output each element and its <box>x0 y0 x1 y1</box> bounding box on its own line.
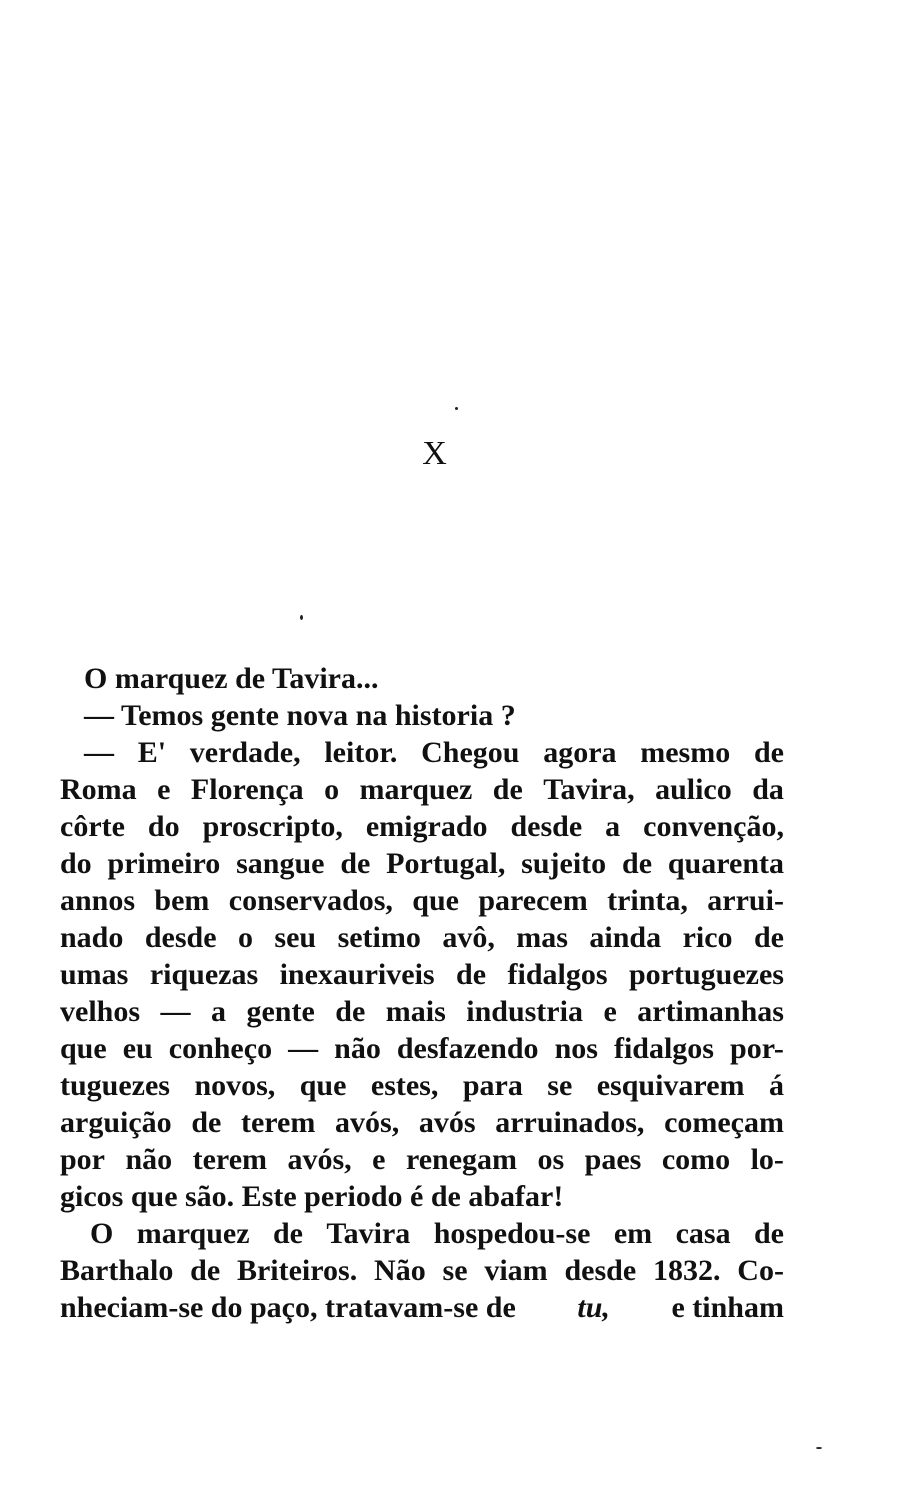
word: velhos <box>60 995 141 1028</box>
word: sangue <box>236 847 325 880</box>
print-speck <box>816 1447 822 1449</box>
word: o <box>237 921 253 954</box>
word: seu <box>274 921 317 954</box>
word: Briteiros. <box>236 1254 358 1287</box>
word: o <box>324 773 340 806</box>
word: lo- <box>750 1143 784 1176</box>
text-line: — Temos gente nova na historia ? <box>84 699 516 732</box>
word: tuguezes <box>60 1069 170 1102</box>
word: terem <box>192 1143 268 1176</box>
text-line <box>60 734 784 771</box>
word: quarenta <box>667 847 784 880</box>
word: emigrado <box>365 810 488 843</box>
text-fragment: nheciam-se do paço, tratavam-se de <box>60 1291 516 1324</box>
word: convenção, <box>643 810 784 843</box>
word: avós <box>418 1106 476 1139</box>
word: desde <box>564 1254 637 1287</box>
word: para <box>462 1069 523 1102</box>
word: desfazendo <box>396 1032 539 1065</box>
text-line <box>60 1067 784 1104</box>
word: parecem <box>478 884 588 917</box>
word: Florença <box>190 773 304 806</box>
word: de <box>190 1254 221 1287</box>
word: Portugal, <box>386 847 506 880</box>
word: de <box>340 847 371 880</box>
word: os <box>537 1143 565 1176</box>
word: marquez <box>136 1217 250 1250</box>
word: mais <box>385 995 446 1028</box>
text-line-final <box>60 1289 784 1326</box>
word: por- <box>730 1032 784 1065</box>
word: desde <box>144 921 217 954</box>
word: — <box>288 1032 319 1065</box>
word: a <box>210 995 226 1028</box>
word: riquezas <box>149 958 259 991</box>
text-line <box>60 882 784 919</box>
word: do <box>147 810 180 843</box>
word: industria <box>466 995 583 1028</box>
word: marquez <box>359 773 473 806</box>
text-line <box>60 919 784 956</box>
word: aulico <box>655 773 732 806</box>
word: como <box>661 1143 731 1176</box>
word: — <box>84 736 114 769</box>
body-text <box>60 660 784 1326</box>
word: Não <box>374 1254 426 1287</box>
word: avós, <box>287 1143 352 1176</box>
word: E' <box>137 736 167 769</box>
word: artimanhas <box>637 995 784 1028</box>
word: de <box>335 995 366 1028</box>
word: começam <box>664 1106 784 1139</box>
word: novos, <box>194 1069 276 1102</box>
word: gente <box>246 995 315 1028</box>
word: agora <box>543 736 617 769</box>
text-line <box>60 808 784 845</box>
word: de <box>272 1217 303 1250</box>
word: avós, <box>335 1106 400 1139</box>
word: trinta, <box>607 884 688 917</box>
word: primeiro <box>107 847 221 880</box>
word: paes <box>584 1143 642 1176</box>
text-line <box>60 771 784 808</box>
chapter-numeral: X <box>422 435 448 472</box>
word: que <box>299 1069 347 1102</box>
word: não <box>334 1032 381 1065</box>
word: renegam <box>405 1143 518 1176</box>
word: e <box>372 1143 386 1176</box>
word: de <box>456 958 487 991</box>
word: Roma <box>60 773 137 806</box>
word: setimo <box>337 921 421 954</box>
word: Barthalo <box>60 1254 174 1287</box>
word: desde <box>510 810 583 843</box>
word: 1832. <box>652 1254 721 1287</box>
word: se <box>547 1069 573 1102</box>
word: de <box>753 736 784 769</box>
word: inexauriveis <box>279 958 435 991</box>
word: umas <box>60 958 129 991</box>
word: sujeito <box>521 847 607 880</box>
word: nado <box>60 921 124 954</box>
word: rico <box>682 921 733 954</box>
word: nos <box>554 1032 598 1065</box>
word: e <box>603 995 617 1028</box>
word: proscripto, <box>202 810 343 843</box>
word: do <box>60 847 92 880</box>
word: fidalgos <box>613 1032 714 1065</box>
word: mesmo <box>640 736 731 769</box>
word: conheço <box>168 1032 273 1065</box>
print-speck <box>455 407 458 410</box>
word: mas <box>516 921 568 954</box>
word: O <box>90 1217 114 1250</box>
word: leitor. <box>324 736 398 769</box>
word: terem <box>240 1106 316 1139</box>
word: estes, <box>370 1069 439 1102</box>
word: bem <box>154 884 210 917</box>
text-line <box>60 1215 784 1252</box>
word: que <box>60 1032 107 1065</box>
word: arguição <box>60 1106 172 1139</box>
word: Co- <box>737 1254 784 1287</box>
word: portuguezes <box>628 958 784 991</box>
print-speck <box>300 615 303 620</box>
word: conservados, <box>228 884 393 917</box>
word: viam <box>484 1254 548 1287</box>
word: annos <box>60 884 136 917</box>
word: de <box>754 1217 784 1250</box>
word: por <box>60 1143 105 1176</box>
italic-word: tu, <box>577 1291 610 1324</box>
word: de <box>492 773 523 806</box>
word: de <box>754 921 784 954</box>
word: Tavira, <box>543 773 635 806</box>
word: verdade, <box>189 736 301 769</box>
word: a <box>605 810 621 843</box>
word: da <box>752 773 784 806</box>
word: de <box>191 1106 222 1139</box>
word: Tavira <box>326 1217 411 1250</box>
text-line: O marquez de Tavira... <box>84 662 379 695</box>
text-line: gicos que são. Este periodo é de abafar! <box>60 1180 564 1213</box>
word: arruinados, <box>495 1106 645 1139</box>
text-line <box>60 1030 784 1067</box>
text-line <box>60 1141 784 1178</box>
word: de <box>622 847 653 880</box>
word: ainda <box>589 921 662 954</box>
word: e <box>157 773 171 806</box>
word: casa <box>675 1217 731 1250</box>
word: avô, <box>442 921 495 954</box>
word: fidalgos <box>507 958 608 991</box>
text-fragment: e tinham <box>671 1291 784 1324</box>
text-line <box>60 845 784 882</box>
word: se <box>442 1254 468 1287</box>
word: esquivarem <box>596 1069 745 1102</box>
word: não <box>125 1143 173 1176</box>
word: que <box>412 884 459 917</box>
word: arrui- <box>707 884 784 917</box>
text-line <box>60 993 784 1030</box>
word: — <box>160 995 191 1028</box>
text-line <box>60 956 784 993</box>
word: eu <box>122 1032 153 1065</box>
word: em <box>613 1217 653 1250</box>
word: hospedou-se <box>433 1217 591 1250</box>
word: côrte <box>60 810 125 843</box>
text-line <box>60 1252 784 1289</box>
word: á <box>768 1069 784 1102</box>
text-line <box>60 1104 784 1141</box>
word: Chegou <box>421 736 520 769</box>
